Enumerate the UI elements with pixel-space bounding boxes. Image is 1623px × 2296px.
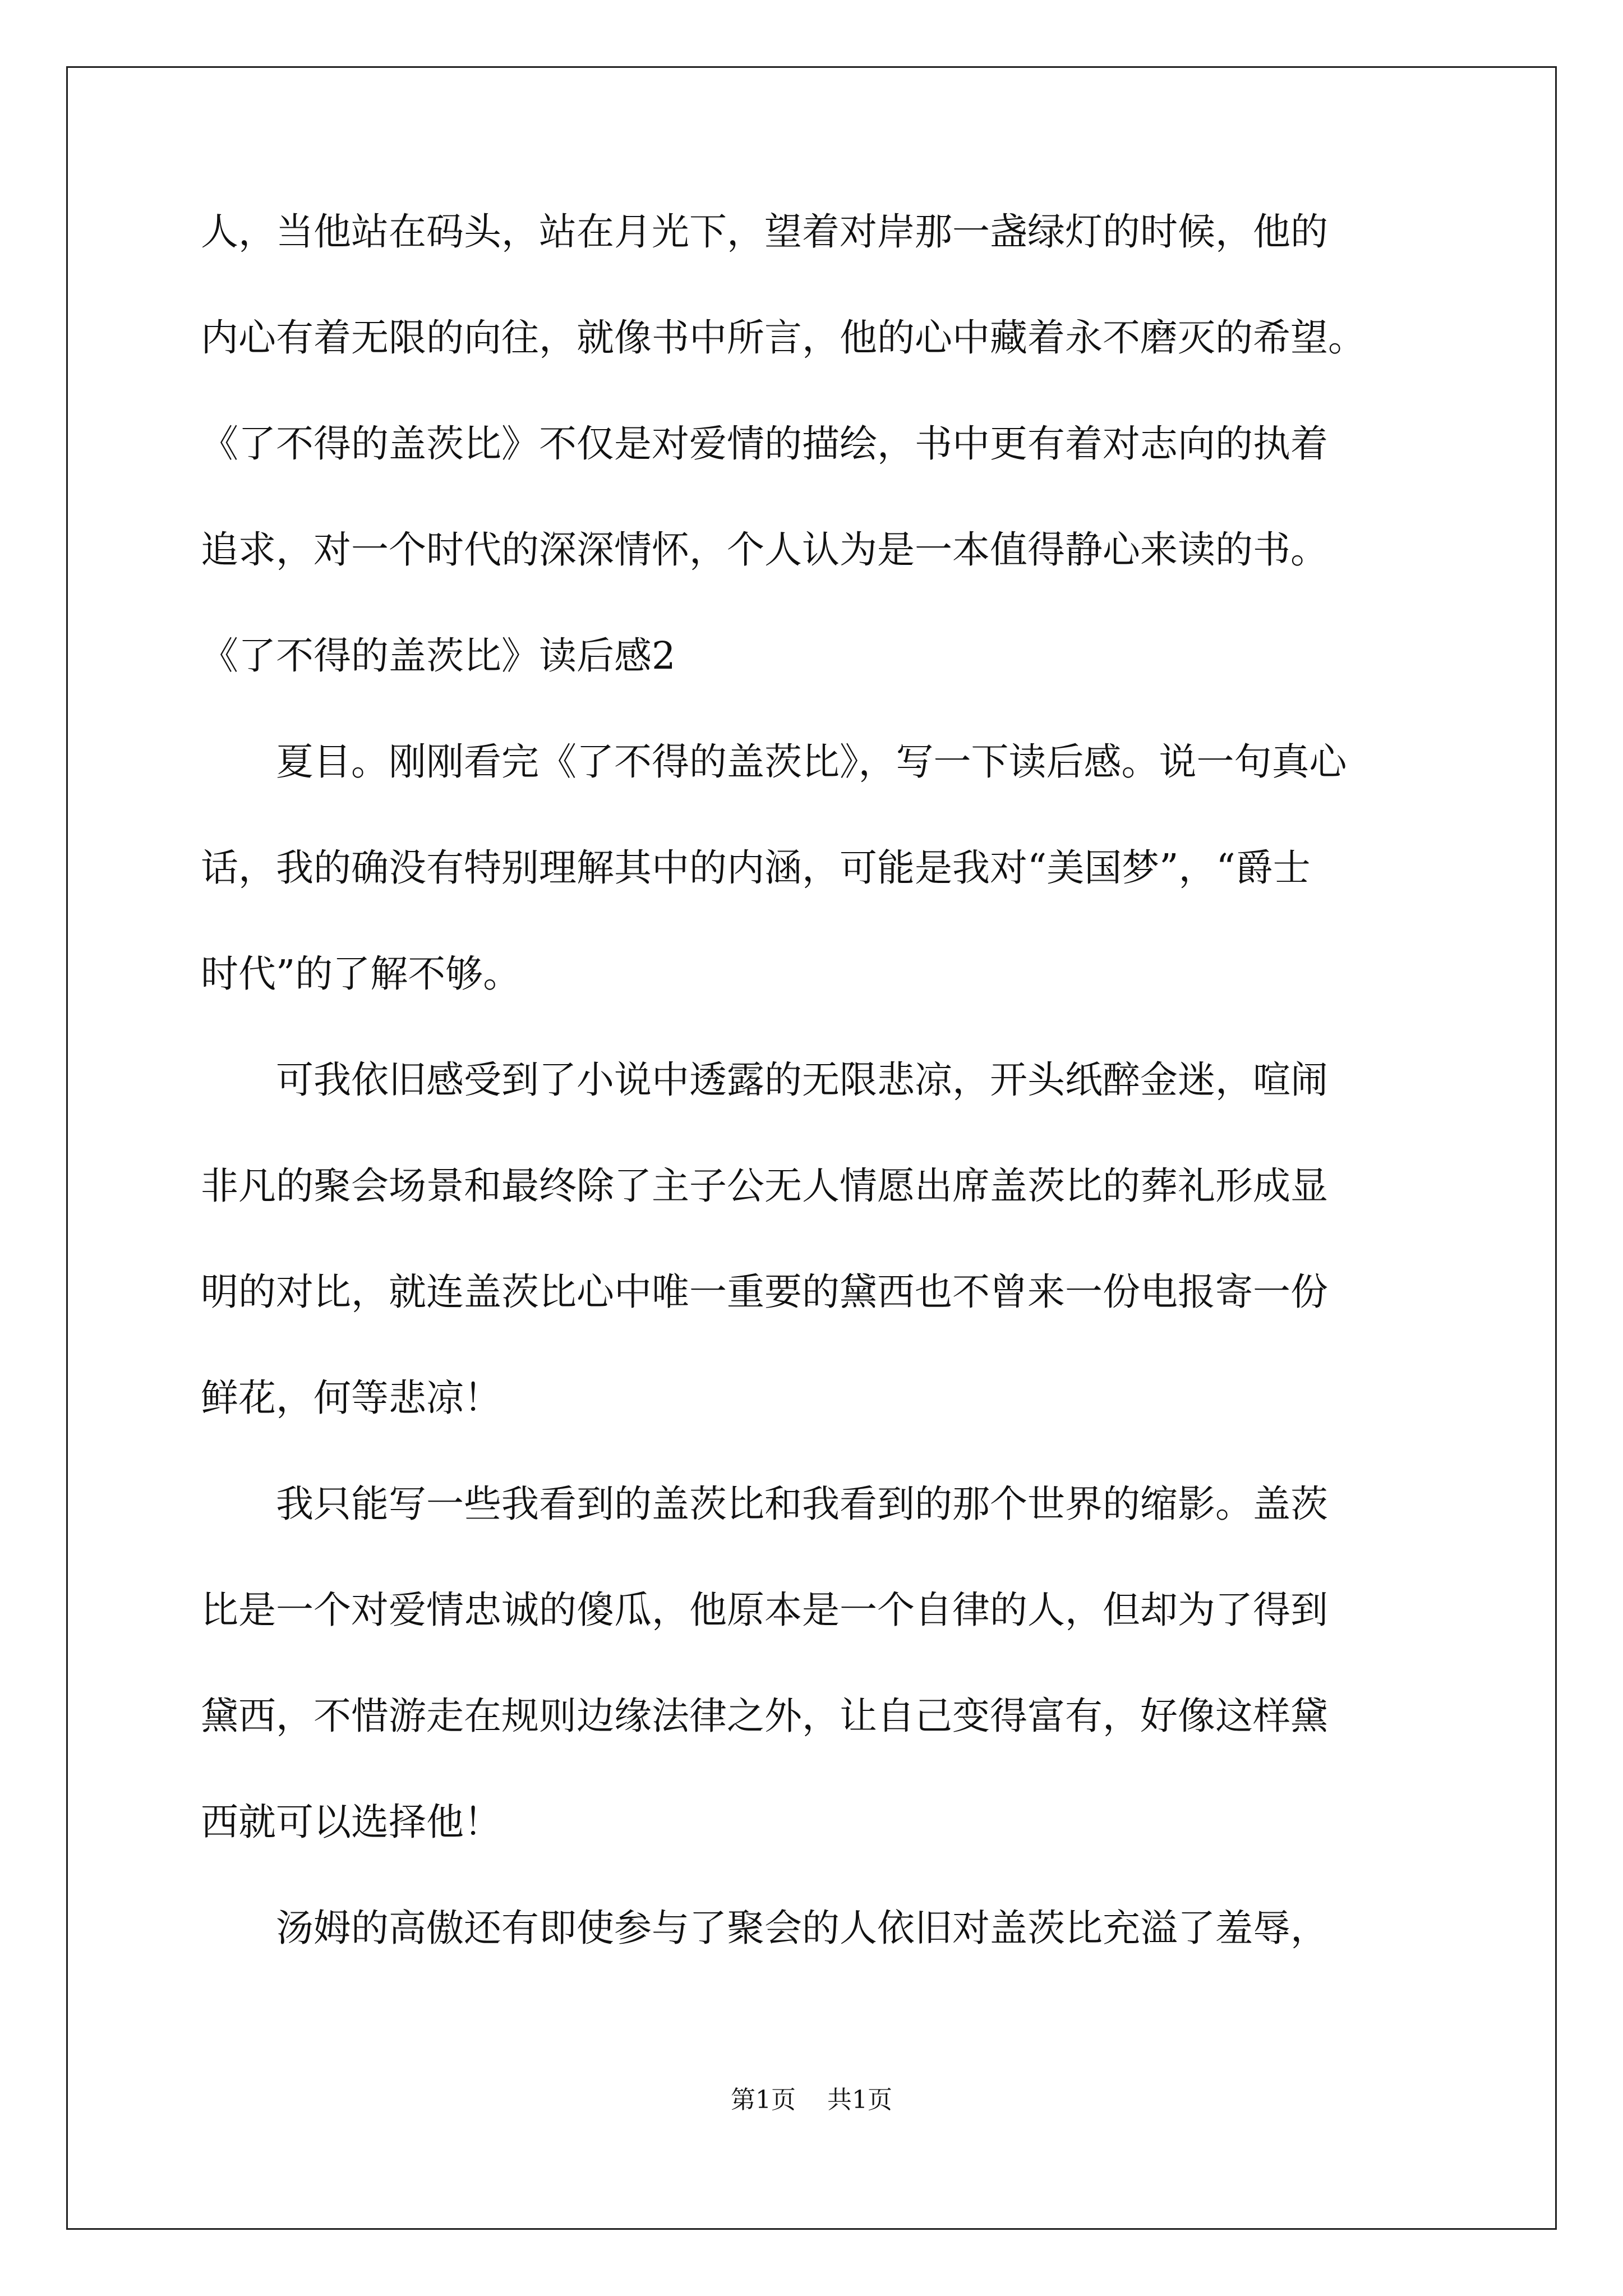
document-body	[201, 210, 1435, 1950]
text-line: 追求，对一个时代的深深情怀，个人认为是一本值得静心来读的书。	[201, 528, 1328, 572]
page-count: 共1页	[827, 2086, 892, 2114]
section-heading: 《了不得的盖茨比》读后感2	[201, 634, 676, 678]
page-footer	[0, 2088, 1623, 2113]
text-line: 黛西，不惜游走在规则边缘法律之外，让自己变得富有，好像这样黛	[201, 1694, 1328, 1738]
text-line: 内心有着无限的向往，就像书中所言，他的心中藏着永不磨灭的希望。	[201, 316, 1366, 360]
paragraph-start: 我只能写一些我看到的盖茨比和我看到的那个世界的缩影。盖茨	[276, 1482, 1328, 1526]
text-line: 非凡的聚会场景和最终除了主子公无人情愿出席盖茨比的葬礼形成显	[201, 1164, 1328, 1208]
paragraph-start: 可我依旧感受到了小说中透露的无限悲凉，开头纸醉金迷，喧闹	[276, 1058, 1328, 1102]
text-line: 时代”的了解不够。	[201, 952, 521, 996]
text-line: 话，我的确没有特别理解其中的内涵，可能是我对“美国梦”，“爵士	[201, 846, 1311, 890]
text-line: 明的对比，就连盖茨比心中唯一重要的黛西也不曾来一份电报寄一份	[201, 1270, 1328, 1314]
text-line: 比是一个对爱情忠诚的傻瓜，他原本是一个自律的人，但却为了得到	[201, 1588, 1328, 1632]
text-line: 《了不得的盖茨比》不仅是对爱情的描绘，书中更有着对志向的执着	[201, 422, 1328, 466]
text-line: 人，当他站在码头，站在月光下，望着对岸那一盏绿灯的时候，他的	[201, 210, 1328, 254]
paragraph-start: 夏目。刚刚看完《了不得的盖茨比》，写一下读后感。说一句真心	[276, 740, 1347, 784]
text-line: 鲜花，何等悲凉！	[201, 1376, 501, 1420]
paragraph-start: 汤姆的高傲还有即使参与了聚会的人依旧对盖茨比充溢了羞辱，	[276, 1906, 1328, 1950]
page-number: 第1页	[731, 2086, 796, 2114]
text-line: 西就可以选择他！	[201, 1800, 501, 1844]
